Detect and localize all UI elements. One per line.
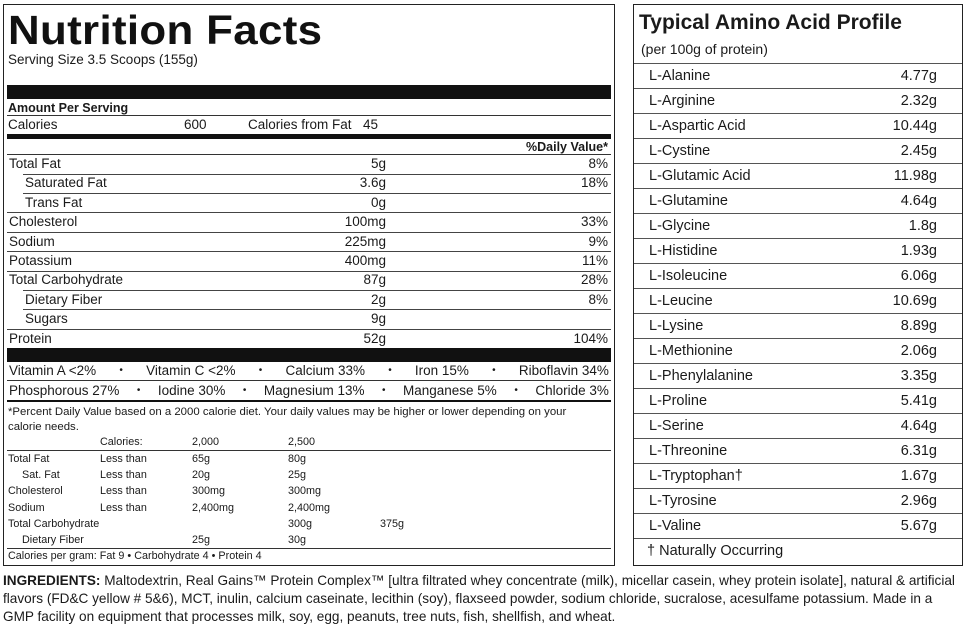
bullet-separator: •: [136, 384, 141, 396]
vitamin-item: Phosphorous 27%: [9, 382, 120, 398]
ingredients: [3, 572, 965, 626]
thick-divider: [7, 348, 611, 362]
ingredients-label: INGREDIENTS:: [3, 573, 101, 588]
amino-value: 1.67g: [900, 468, 937, 484]
nutrient-daily-value: 33%: [580, 214, 608, 230]
nutrient-row: [7, 233, 611, 253]
calories-per-gram: Calories per gram: Fat 9 • Carbohydrate 4 • Protein 4: [8, 550, 262, 562]
thick-divider: [7, 85, 611, 99]
nutrient-name: Sodium: [9, 233, 55, 249]
nutrient-name: Dietary Fiber: [25, 291, 103, 307]
amino-row: [634, 238, 962, 263]
amino-row: [634, 363, 962, 388]
amino-value: 2.96g: [900, 493, 937, 509]
ref-col-2000: 2,000: [192, 436, 220, 448]
bullet-separator: •: [381, 384, 386, 396]
nutrient-daily-value: 18%: [580, 175, 608, 191]
amino-name: L-Tryptophan†: [649, 468, 743, 484]
amino-name: L-Histidine: [649, 243, 718, 259]
nutrient-name: Sugars: [25, 311, 68, 327]
vitamins-row-2: [7, 381, 611, 399]
amino-row: [634, 188, 962, 213]
amino-name: L-Serine: [649, 418, 704, 434]
ingredients-text: Maltodextrin, Real Gains™ Protein Complex™ [ultra filtrated whey concentrate (milk), micellar casein, whey protein isolate], natural & artificial flavors (FD&C yellow # 5&6), MCT, inulin, calcium caseinate, lecithin (soy), flaxseed powder, sodium chloride, sucralose, acesulfame potassium. Made in a GMP facility on equipment that processes milk, soy, egg, peanuts, tree nuts, fish, shellfish, and wheat.: [3, 573, 955, 624]
nutrient-row: [7, 271, 611, 291]
ref-value-2500: 25g: [288, 469, 307, 482]
nutrient-row: [7, 213, 611, 233]
nutrient-amount: 5g: [370, 156, 386, 171]
footnote-line-1: *Percent Daily Value based on a 2000 calorie diet. Your daily values may be higher or lower depending on your: [8, 406, 567, 418]
amino-name: L-Aspartic Acid: [649, 118, 746, 134]
amino-row: [634, 288, 962, 313]
bullet-separator: •: [242, 384, 247, 396]
amino-row: [634, 488, 962, 513]
nutrient-name: Potassium: [9, 253, 73, 268]
ref-value-2000: 20g: [192, 469, 211, 482]
amino-value: 8.89g: [900, 318, 937, 334]
divider: [7, 450, 611, 451]
amino-name: L-Glycine: [649, 218, 711, 234]
calories-value: 600: [184, 117, 207, 132]
vitamin-item: Riboflavin 34%: [518, 362, 609, 378]
ref-value-2000: 2,400mg: [192, 501, 235, 514]
vitamins-row-1: [7, 361, 611, 379]
amino-value: 4.64g: [900, 418, 937, 434]
amino-name: L-Glutamine: [649, 193, 728, 209]
ref-value-2500: 2,400mg: [288, 501, 331, 514]
amino-row: [634, 513, 962, 538]
ref-value-2500: 80g: [288, 453, 307, 465]
nutrient-name: Total Fat: [9, 156, 61, 171]
ref-value-extra: 375g: [380, 517, 405, 530]
nutrient-row: [7, 252, 611, 272]
nutrient-name: Protein: [9, 330, 52, 346]
amino-subtitle: (per 100g of protein): [641, 41, 768, 57]
amino-name: L-Lysine: [649, 318, 704, 334]
nutrient-daily-value: 9%: [588, 233, 608, 249]
nutrient-amount: 9g: [370, 311, 386, 327]
nutrient-daily-value: 104%: [573, 330, 608, 346]
daily-value-header: %Daily Value*: [526, 140, 608, 154]
nutrition-facts-title: Nutrition Facts: [8, 7, 323, 53]
divider: [7, 400, 611, 402]
amino-name: L-Proline: [649, 393, 708, 409]
amino-name: L-Methionine: [649, 343, 733, 359]
divider: [7, 548, 611, 549]
ref-value-2000: 25g: [192, 534, 211, 546]
amino-value: 2.45g: [900, 143, 937, 159]
nutrient-amount: 2g: [370, 291, 386, 307]
vitamin-item: Calcium 33%: [285, 362, 365, 378]
bullet-separator: •: [492, 364, 496, 376]
nutrient-row: [7, 310, 611, 330]
amino-list: [634, 63, 962, 539]
nutrient-daily-value: 28%: [580, 272, 608, 288]
amino-value: 1.8g: [908, 218, 937, 234]
nutrient-amount: 87g: [363, 272, 386, 288]
bullet-separator: •: [388, 364, 392, 376]
vitamin-item: Vitamin A <2%: [9, 362, 97, 378]
nutrient-daily-value: 8%: [588, 156, 608, 171]
ref-value-2000: 300mg: [192, 485, 226, 498]
amino-value: 10.69g: [892, 293, 937, 309]
nutrient-name: Cholesterol: [9, 214, 78, 230]
serving-size: Serving Size 3.5 Scoops (155g): [8, 52, 198, 67]
amino-footnote: † Naturally Occurring: [647, 543, 784, 559]
bullet-separator: •: [119, 364, 123, 376]
amino-row: [634, 138, 962, 163]
amount-per-serving-label: Amount Per Serving: [8, 101, 129, 115]
nutrient-name: Saturated Fat: [25, 175, 107, 191]
nutrient-daily-value: 11%: [581, 253, 608, 268]
amino-value: 11.98g: [893, 168, 937, 184]
amino-name: L-Glutamic Acid: [649, 168, 751, 184]
amino-name: L-Isoleucine: [649, 268, 728, 284]
ref-value-2500: 300g: [288, 517, 313, 530]
ref-name: Sodium: [8, 501, 45, 514]
nutrient-row: [7, 155, 611, 175]
nutrient-amount: 52g: [363, 330, 386, 346]
amino-row: [634, 113, 962, 138]
amino-name: L-Valine: [649, 518, 702, 534]
ref-calories-label: Calories:: [100, 436, 143, 448]
ref-qualifier: Less than: [100, 485, 147, 498]
amino-row: [634, 88, 962, 113]
nutrient-amount: 400mg: [344, 253, 386, 268]
amino-value: 5.67g: [900, 518, 937, 534]
amino-title: Typical Amino Acid Profile: [639, 11, 902, 34]
bullet-separator: •: [514, 384, 518, 396]
amino-row: [634, 313, 962, 338]
calories-label: Calories: [8, 117, 58, 132]
ref-value-2500: 30g: [288, 534, 307, 546]
ref-value-2500: 300mg: [288, 485, 322, 498]
vitamin-item: Magnesium 13%: [263, 382, 365, 398]
ref-name: Total Fat: [8, 453, 50, 465]
amino-value: 6.06g: [900, 268, 937, 284]
amino-value: 10.44g: [892, 118, 937, 134]
amino-name: L-Alanine: [649, 68, 711, 84]
amino-row: [634, 438, 962, 463]
amino-value: 2.32g: [900, 93, 937, 109]
nutrient-amount: 225mg: [344, 233, 386, 249]
nutrient-amount: 0g: [370, 194, 386, 210]
ref-name: Sat. Fat: [22, 469, 60, 482]
footnote-line-2: calorie needs.: [8, 421, 79, 433]
vitamin-item: Chloride 3%: [535, 382, 609, 398]
nutrient-amount: 100mg: [344, 214, 386, 230]
ref-value-2000: 65g: [192, 453, 211, 465]
amino-row: [634, 338, 962, 363]
ref-name: Dietary Fiber: [22, 534, 84, 546]
amino-value: 1.93g: [900, 243, 937, 259]
amino-value: 5.41g: [900, 393, 937, 409]
amino-value: 3.35g: [900, 368, 937, 384]
divider: [634, 538, 962, 539]
amino-row: [634, 63, 962, 88]
ref-qualifier: Less than: [100, 501, 147, 514]
amino-acid-panel: [633, 4, 963, 566]
amino-name: L-Tyrosine: [649, 493, 717, 509]
bullet-separator: •: [258, 364, 263, 376]
amino-value: 4.64g: [900, 193, 937, 209]
vitamin-item: Manganese 5%: [403, 382, 497, 398]
amino-row: [634, 413, 962, 438]
nutrient-amount: 3.6g: [359, 175, 386, 191]
divider: [7, 115, 611, 116]
amino-name: L-Phenylalanine: [649, 368, 753, 384]
nutrient-row: [7, 174, 611, 194]
nutrition-facts-panel: [3, 4, 615, 566]
amino-value: 4.77g: [900, 68, 937, 84]
nutrient-name: Trans Fat: [25, 194, 83, 210]
amino-name: L-Cystine: [649, 143, 711, 159]
ref-qualifier: Less than: [100, 453, 147, 465]
amino-value: 6.31g: [900, 443, 937, 459]
amino-name: L-Leucine: [649, 293, 713, 309]
ref-name: Cholesterol: [8, 485, 63, 498]
amino-row: [634, 463, 962, 488]
amino-value: 2.06g: [900, 343, 937, 359]
ref-name: Total Carbohydrate: [8, 517, 100, 530]
calories-from-fat-value: 45: [363, 117, 379, 132]
amino-name: L-Threonine: [649, 443, 728, 459]
amino-row: [634, 263, 962, 288]
ref-qualifier: Less than: [100, 469, 147, 482]
medium-divider: [7, 134, 611, 139]
vitamin-item: Iodine 30%: [157, 382, 226, 398]
amino-name: L-Arginine: [649, 93, 716, 109]
amino-row: [634, 388, 962, 413]
nutrient-row: [7, 330, 611, 350]
amino-row: [634, 163, 962, 188]
vitamin-item: Iron 15%: [414, 362, 469, 378]
nutrient-name: Total Carbohydrate: [9, 272, 124, 288]
calories-from-fat-label: Calories from Fat: [248, 117, 352, 132]
vitamin-item: Vitamin C <2%: [146, 362, 236, 378]
nutrient-daily-value: 8%: [588, 291, 608, 307]
nutrient-row: [7, 194, 611, 214]
ref-col-2500: 2,500: [288, 436, 316, 448]
amino-row: [634, 213, 962, 238]
nutrient-row: [7, 291, 611, 311]
